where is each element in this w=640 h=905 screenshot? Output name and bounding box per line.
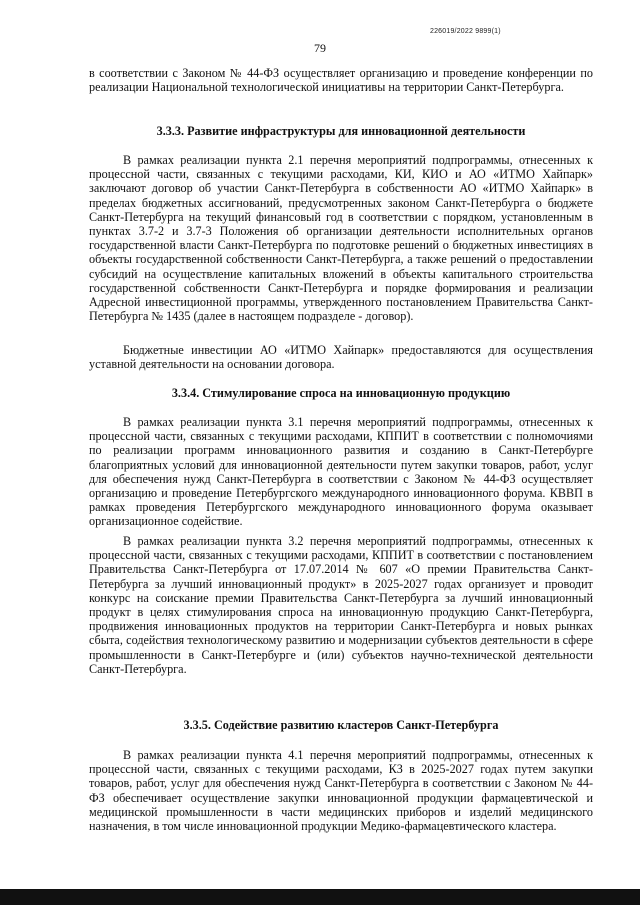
document-id: 226019/2022 9899(1) bbox=[430, 28, 501, 35]
intro-paragraph: в соответствии с Законом № 44-ФЗ осуществляет организацию и проведение конференции по реализации Национальной технологической инициативы на территории Санкт-Петербурга. bbox=[89, 66, 593, 95]
paragraph-3-3-5-1: В рамках реализации пункта 4.1 перечня мероприятий подпрограммы, отнесенных к процессной части, связанных с текущими расходами, КЗ в 2025-2027 годах путем закупки товаров, работ, услуг для обеспечения нужд Санкт-Петербурга в соответствии с Законом № 44-ФЗ обеспечивает осуществление закупки инновационной продукции фармацевтической и медицинской промышленности в части медицинских приборов и изделий медицинского назначения, в том числе инновационной продукции Медико-фармацевтического кластера. bbox=[89, 748, 593, 834]
paragraph-3-3-4-1: В рамках реализации пункта 3.1 перечня мероприятий подпрограммы, отнесенных к процессной части, связанных с текущими расходами, КППИТ в соответствии с полномочиями по реализации программ инновационного развития и созданию в Санкт-Петербурге благоприятных условий для инновационной деятельности путем закупки товаров, работ, услуг для обеспечения нужд Санкт-Петербурга в соответствии с Законом № 44-ФЗ осуществляет организацию и проведение Петербургского международного инновационного форума. КВВП в рамках проведения Петербургского международного инновационного форума оказывает организационное содействие. bbox=[89, 415, 593, 529]
section-heading-3-3-5: 3.3.5. Содействие развитию кластеров Санкт-Петербурга bbox=[183, 718, 499, 732]
section-heading-3-3-4: 3.3.4. Стимулирование спроса на инновационную продукцию bbox=[171, 386, 511, 400]
paragraph-3-3-3-2: Бюджетные инвестиции АО «ИТМО Хайпарк» предоставляются для осуществления уставной деятельности на основании договора. bbox=[89, 343, 593, 372]
paragraph-3-3-3-1: В рамках реализации пункта 2.1 перечня мероприятий подпрограммы, отнесенных к процессной части, связанных с текущими расходами, КИ, КИО и АО «ИТМО Хайпарк» заключают договор об участии Санкт-Петербурга в собственности АО «ИТМО Хайпарк» в пределах бюджетных ассигнований, предусмотренных законом Санкт-Петербурга о бюджете Санкт-Петербурга на текущий финансовый год в соответствии с порядком, установленным в пунктах 3.7-2 и 3.7-3 Положения об организации деятельности исполнительных органов государственной власти Санкт-Петербурга по подготовке решений о бюджетных инвестициях в объекты государственной собственности Санкт-Петербурга, а также решений о предоставлении субсидий на осуществление капитальных вложений в объекты капитального строительства государственной собственности Санкт-Петербурга и порядке формирования и реализации Адресной инвестиционной программы, утвержденного постановлением Правительства Санкт-Петербурга № 1435 (далее в настоящем подразделе - договор). bbox=[89, 153, 593, 324]
section-heading-3-3-3: 3.3.3. Развитие инфраструктуры для инновационной деятельности bbox=[156, 124, 526, 138]
paragraph-3-3-4-2: В рамках реализации пункта 3.2 перечня мероприятий подпрограммы, отнесенных к процессной части, связанных с текущими расходами, КППИТ в соответствии с постановлением Правительства Санкт-Петербурга от 17.07.2014 № 607 «О премии Правительства Санкт-Петербурга за лучший инновационный продукт» в 2025-2027 годах организует и проводит конкурс на соискание премии Правительства Санкт-Петербурга за лучший инновационный продукт в целях стимулирования спроса на инновационную продукцию Санкт-Петербурга, продвижения инновационных продуктов на территории Санкт-Петербурга и новых рынках сбыта, содействия технологическому развитию и модернизации субъектов деятельности в сфере промышленности в Санкт-Петербурге и (или) субъектов научно-технической деятельности Санкт-Петербурга. bbox=[89, 534, 593, 676]
page-number: 79 bbox=[314, 41, 326, 55]
scan-border bbox=[0, 889, 640, 905]
